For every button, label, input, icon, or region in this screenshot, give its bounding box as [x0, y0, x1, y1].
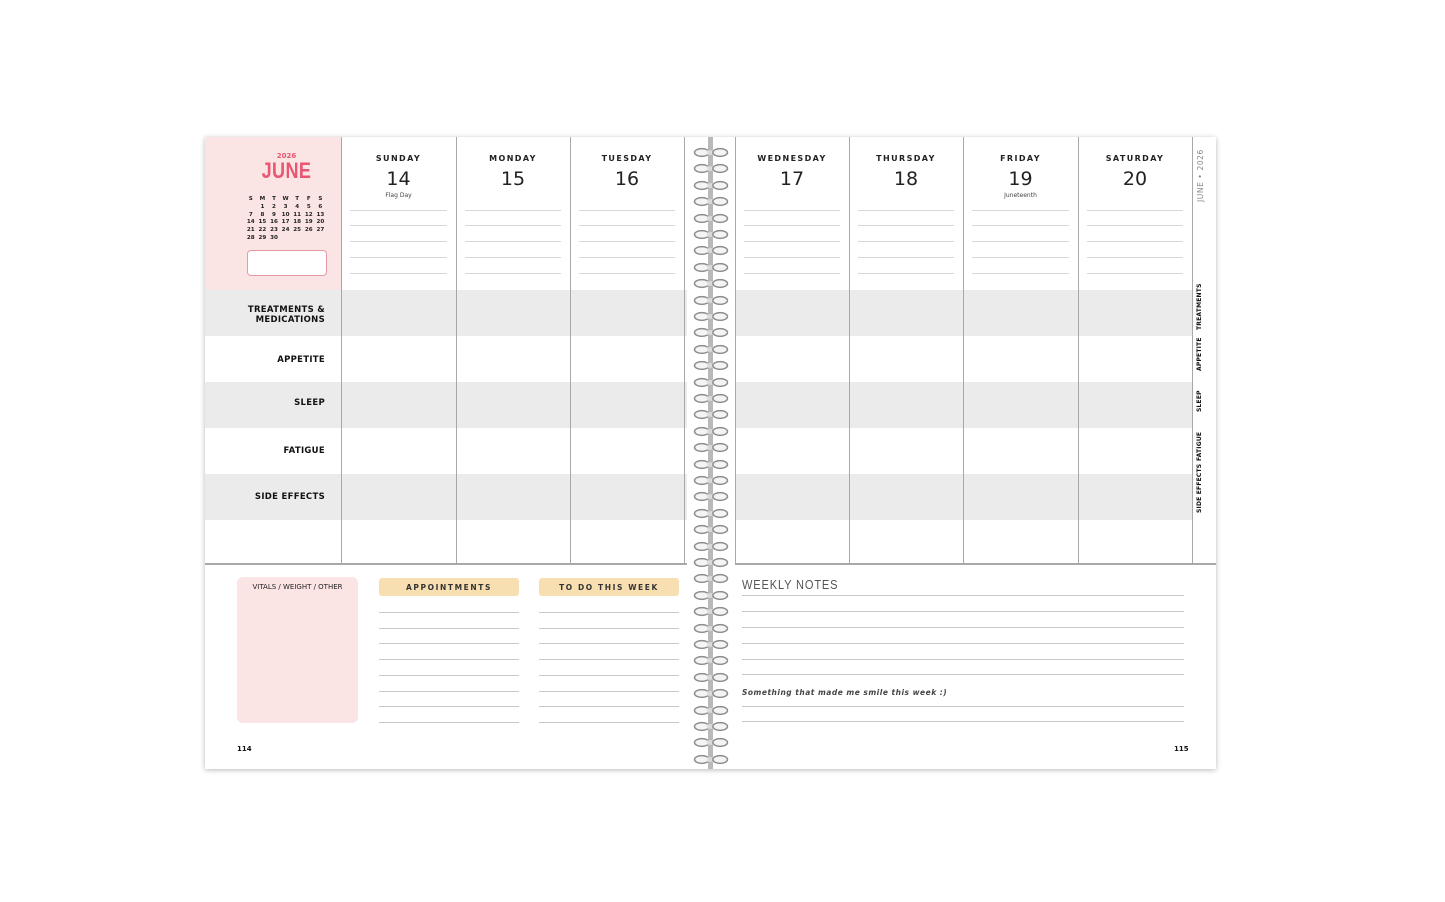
appointment-line[interactable]: [379, 628, 519, 629]
band-sleep-right: [735, 382, 1193, 428]
mini-calendar-cell: 6: [318, 203, 323, 210]
mini-calendar-cell: 9: [272, 211, 276, 218]
appointments-header: APPOINTMENTS: [379, 578, 519, 596]
mini-calendar-cell: 15: [258, 219, 267, 226]
spiral-ring: [691, 623, 731, 634]
mini-calendar-cell: 1: [260, 203, 265, 210]
mini-calendar-cell: 22: [258, 227, 267, 234]
appointment-line[interactable]: [379, 659, 519, 660]
mini-calendar-cell: 24: [281, 227, 290, 234]
mini-calendar-cell: M: [259, 196, 266, 202]
mini-calendar-cell: 28: [246, 234, 255, 241]
day-note-line[interactable]: [858, 225, 954, 226]
mini-calendar-cell: 19: [304, 219, 313, 226]
spiral-ring: [691, 491, 731, 502]
mini-calendar-cell: 16: [270, 219, 278, 226]
mini-calendar-cell: 18: [293, 219, 302, 226]
spiral-ring: [691, 163, 731, 174]
day-name: SATURDAY: [1105, 154, 1165, 163]
day-note-line[interactable]: [465, 257, 561, 258]
day-note-line[interactable]: [744, 225, 840, 226]
appointment-line[interactable]: [379, 643, 519, 644]
spiral-ring: [691, 262, 731, 273]
day-note-line[interactable]: [350, 210, 447, 211]
day-note-line[interactable]: [972, 210, 1069, 211]
row-label-sleep: SLEEP: [294, 398, 325, 408]
mini-calendar-cell: 17: [281, 219, 290, 226]
mini-calendar-cell: 29: [258, 234, 267, 241]
mini-calendar-cell: 12: [304, 211, 313, 218]
mini-calendar-cell: S: [318, 196, 323, 202]
day-note-line[interactable]: [350, 225, 447, 226]
side-tab-side-effects[interactable]: SIDE EFFECTS: [1196, 463, 1203, 513]
day-name: THURSDAY: [876, 154, 936, 163]
mini-calendar: [245, 196, 329, 243]
mini-calendar-week: [245, 212, 329, 220]
row-label-appetite: APPETITE: [277, 355, 325, 365]
spiral-ring: [691, 180, 731, 191]
smile-line[interactable]: [742, 721, 1184, 722]
spiral-ring: [691, 524, 731, 535]
spiral-ring: [691, 655, 731, 666]
divider: [684, 137, 685, 563]
mini-calendar-cell: 30: [270, 234, 278, 241]
todo-line[interactable]: [539, 675, 679, 676]
day-name: TUESDAY: [601, 154, 653, 163]
day-note-line[interactable]: [579, 241, 675, 242]
spiral-ring: [691, 557, 731, 568]
day-note-line[interactable]: [858, 241, 954, 242]
mini-calendar-cell: W: [282, 196, 289, 202]
weekly-notes-title: WEEKLY NOTES: [742, 577, 839, 592]
spiral-ring: [691, 754, 731, 765]
weekly-notes-line[interactable]: [742, 674, 1184, 675]
day-number: 16: [614, 168, 640, 190]
mini-calendar-week: [245, 227, 329, 235]
day-number: 15: [500, 168, 526, 190]
vitals-label: VITALS / WEIGHT / OTHER: [252, 583, 343, 591]
month-label: JUNE: [261, 158, 312, 183]
day-note-line[interactable]: [350, 257, 447, 258]
spiral-ring: [691, 705, 731, 716]
spiral-ring: [691, 721, 731, 732]
divider: [735, 137, 736, 563]
appointment-line[interactable]: [379, 691, 519, 692]
day-note-line[interactable]: [972, 241, 1069, 242]
appointment-line[interactable]: [379, 722, 519, 723]
divider: [456, 137, 457, 563]
band-side-effects-right: [735, 474, 1193, 520]
day-note-line[interactable]: [465, 210, 561, 211]
side-tab-treatments[interactable]: TREATMENTS: [1196, 283, 1203, 330]
page-number-right: 115: [1174, 745, 1189, 753]
spiral-ring: [691, 344, 731, 355]
spiral-ring: [691, 426, 731, 437]
divider: [849, 137, 850, 563]
todo-line[interactable]: [539, 706, 679, 707]
spiral-ring: [691, 327, 731, 338]
row-label-side-effects: SIDE EFFECTS: [254, 492, 325, 502]
day-name: SUNDAY: [375, 154, 422, 163]
spiral-ring: [691, 213, 731, 224]
day-number: 18: [893, 168, 919, 190]
spiral-ring: [691, 377, 731, 388]
spiral-ring: [691, 245, 731, 256]
spiral-ring: [691, 688, 731, 699]
mini-calendar-cell: [303, 235, 315, 243]
day-number: 17: [779, 168, 805, 190]
day-note-line[interactable]: [579, 210, 675, 211]
smile-prompt: Something that made me smile this week :): [742, 688, 948, 697]
todo-line[interactable]: [539, 628, 679, 629]
side-tab-sleep[interactable]: SLEEP: [1196, 390, 1203, 412]
day-note-line[interactable]: [1087, 225, 1183, 226]
spiral-ring: [691, 573, 731, 584]
side-tab-appetite[interactable]: APPETITE: [1196, 337, 1203, 371]
day-note-line[interactable]: [579, 273, 675, 274]
appointment-line[interactable]: [379, 706, 519, 707]
day-note-line[interactable]: [858, 210, 954, 211]
spiral-ring: [691, 229, 731, 240]
spiral-ring: [691, 508, 731, 519]
mini-calendar-cell: T: [272, 196, 276, 202]
divider: [341, 137, 342, 563]
weekly-notes-line[interactable]: [742, 595, 1184, 596]
day-note-line[interactable]: [350, 273, 447, 274]
mini-calendar-cell: 3: [283, 203, 288, 210]
smile-line[interactable]: [742, 706, 1184, 707]
appointment-line[interactable]: [379, 612, 519, 613]
divider: [1192, 137, 1193, 563]
section-divider-left: [205, 563, 687, 565]
spiral-ring: [691, 639, 731, 650]
day-note-line[interactable]: [858, 273, 954, 274]
vitals-box[interactable]: [237, 577, 358, 723]
spiral-ring: [691, 409, 731, 420]
spiral-ring: [691, 737, 731, 748]
row-label-fatigue: FATIGUE: [283, 446, 325, 456]
spiral-ring: [691, 459, 731, 470]
day-note-line[interactable]: [1087, 273, 1183, 274]
day-note-line[interactable]: [744, 257, 840, 258]
mini-calendar-cell: 21: [246, 227, 255, 234]
day-note-line[interactable]: [579, 257, 675, 258]
year-label: 2026: [276, 152, 297, 160]
spiral-ring: [691, 295, 731, 306]
mini-calendar-cell: [315, 235, 327, 243]
day-note-line[interactable]: [744, 210, 840, 211]
day-note-line[interactable]: [1087, 257, 1183, 258]
spiral-ring: [691, 278, 731, 289]
day-note-line[interactable]: [465, 273, 561, 274]
side-tab-month-year: JUNE • 2026: [1196, 149, 1205, 202]
mini-calendar-cell: [280, 235, 292, 243]
mini-calendar-cell: 4: [295, 203, 300, 210]
mini-calendar-cell: [245, 204, 257, 212]
spiral-ring: [691, 672, 731, 683]
mini-calendar-cell: F: [306, 196, 311, 202]
holiday-label: Juneteenth: [1004, 192, 1037, 199]
spiral-ring: [691, 442, 731, 453]
weekly-notes-line[interactable]: [742, 627, 1184, 628]
spiral-ring: [691, 360, 731, 371]
divider: [570, 137, 571, 563]
mini-calendar-cell: 13: [316, 211, 325, 218]
day-name: FRIDAY: [1000, 154, 1041, 163]
mini-calendar-cell: 26: [304, 227, 313, 234]
page-number-left: 114: [237, 745, 252, 753]
mini-calendar-cell: 25: [293, 227, 302, 234]
weekly-notes-line[interactable]: [742, 643, 1184, 644]
todo-header: TO DO THIS WEEK: [539, 578, 679, 596]
divider: [1078, 137, 1079, 563]
day-note-line[interactable]: [972, 257, 1069, 258]
mini-calendar-week: [245, 235, 329, 243]
band-treatments-right: [735, 290, 1193, 336]
mini-calendar-week: [245, 219, 329, 227]
mini-calendar-cell: 27: [316, 227, 325, 234]
todo-line[interactable]: [539, 643, 679, 644]
mini-calendar-week: [245, 204, 329, 212]
mini-calendar-cell: 7: [248, 211, 253, 218]
spiral-ring: [691, 475, 731, 486]
weekly-notes-line[interactable]: [742, 659, 1184, 660]
spiral-ring: [691, 311, 731, 322]
mini-calendar-weekdays: [245, 196, 329, 204]
spiral-binding: [688, 137, 733, 769]
mini-calendar-cell: 2: [272, 203, 276, 210]
mini-calendar-cell: 23: [270, 227, 278, 234]
day-note-line[interactable]: [744, 273, 840, 274]
todo-line[interactable]: [539, 691, 679, 692]
todo-line[interactable]: [539, 722, 679, 723]
day-note-line[interactable]: [972, 273, 1069, 274]
day-name: WEDNESDAY: [757, 154, 827, 163]
spiral-ring: [691, 541, 731, 552]
spiral-ring: [691, 393, 731, 404]
day-note-line[interactable]: [465, 241, 561, 242]
mini-calendar-cell: 5: [306, 203, 311, 210]
mini-calendar-cell: 14: [246, 219, 255, 226]
mini-calendar-cell: 20: [316, 219, 325, 226]
mini-calendar-cell: S: [248, 196, 253, 202]
day-number: 20: [1122, 168, 1148, 190]
spiral-ring: [691, 590, 731, 601]
day-note-line[interactable]: [858, 257, 954, 258]
weekly-notes-line[interactable]: [742, 611, 1184, 612]
divider: [963, 137, 964, 563]
mini-calendar-cell: [291, 235, 303, 243]
day-name: MONDAY: [489, 154, 537, 163]
spiral-ring: [691, 147, 731, 158]
mini-calendar-cell: T: [295, 196, 300, 202]
section-divider-right: [735, 563, 1216, 565]
month-note-box[interactable]: [247, 250, 327, 276]
day-note-line[interactable]: [972, 225, 1069, 226]
day-note-line[interactable]: [350, 241, 447, 242]
day-note-line[interactable]: [744, 241, 840, 242]
day-note-line[interactable]: [1087, 210, 1183, 211]
spiral-ring: [691, 606, 731, 617]
todo-line[interactable]: [539, 612, 679, 613]
day-note-line[interactable]: [465, 225, 561, 226]
side-tab-fatigue[interactable]: FATIGUE: [1196, 431, 1203, 461]
spiral-ring: [691, 196, 731, 207]
day-number: 14: [386, 168, 411, 190]
day-number: 19: [1008, 168, 1033, 190]
mini-calendar-cell: 8: [260, 211, 265, 218]
appointment-line[interactable]: [379, 675, 519, 676]
row-label-treatments: TREATMENTS & MEDICATIONS: [247, 305, 325, 325]
mini-calendar-cell: 10: [281, 211, 290, 218]
day-note-line[interactable]: [1087, 241, 1183, 242]
todo-line[interactable]: [539, 659, 679, 660]
holiday-label: Flag Day: [385, 192, 412, 199]
mini-calendar-cell: 11: [293, 211, 302, 218]
day-note-line[interactable]: [579, 225, 675, 226]
